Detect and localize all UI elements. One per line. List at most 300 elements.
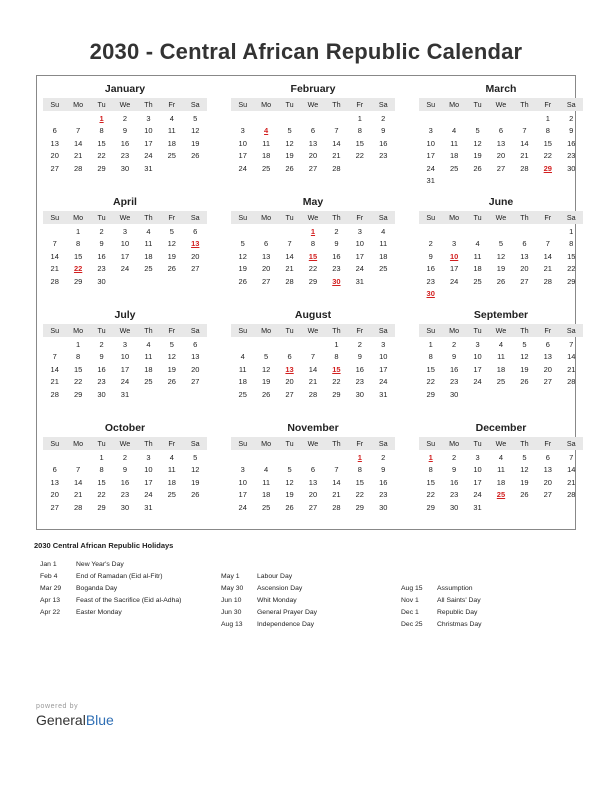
day-cell: 18 bbox=[449, 151, 459, 161]
weekday-header bbox=[43, 324, 207, 337]
day-cell: 3 bbox=[240, 465, 245, 475]
day-cell: 15 bbox=[97, 477, 106, 487]
month-name: May bbox=[302, 196, 324, 208]
day-cell: 29 bbox=[426, 389, 435, 399]
day-cell: 5 bbox=[264, 352, 269, 362]
weekday-label: We bbox=[119, 439, 131, 448]
weekday-label: Th bbox=[332, 326, 341, 335]
day-cell: 1 bbox=[428, 340, 433, 349]
day-cell: 28 bbox=[543, 276, 552, 286]
day-cell: 12 bbox=[496, 251, 506, 261]
day-cell: 20 bbox=[520, 264, 529, 274]
day-grid bbox=[419, 226, 583, 300]
weekday-label: Sa bbox=[190, 326, 200, 335]
day-cell: 4 bbox=[169, 114, 174, 123]
day-grid bbox=[43, 226, 207, 288]
day-cell: 31 bbox=[473, 502, 482, 512]
day-grid bbox=[43, 339, 207, 401]
empty-cell bbox=[301, 339, 324, 351]
day-cell: 17 bbox=[473, 364, 482, 374]
day-cell: 15 bbox=[426, 364, 435, 374]
day-cell: 4 bbox=[498, 340, 504, 349]
empty-cell bbox=[536, 226, 559, 238]
weekday-header bbox=[43, 437, 207, 450]
powered-by-text: powered by bbox=[36, 703, 79, 710]
holiday-column bbox=[401, 583, 482, 631]
empty-cell bbox=[254, 339, 277, 351]
day-cell: 6 bbox=[310, 465, 316, 475]
day-cell: 28 bbox=[50, 389, 59, 399]
day-cell: 3 bbox=[122, 227, 128, 236]
day-cell: 1 bbox=[334, 340, 339, 349]
holiday-day-cell: 29 bbox=[543, 163, 552, 173]
empty-cell bbox=[231, 339, 254, 351]
day-cell: 25 bbox=[261, 502, 271, 512]
holiday-row bbox=[221, 571, 317, 583]
day-cell: 10 bbox=[120, 239, 130, 249]
holiday-row bbox=[401, 583, 482, 595]
day-cell: 7 bbox=[569, 340, 574, 349]
day-cell: 17 bbox=[426, 151, 435, 161]
day-cell: 12 bbox=[261, 364, 271, 374]
day-cell: 7 bbox=[76, 126, 81, 136]
holiday-day-cell: 1 bbox=[310, 227, 316, 236]
day-cell: 15 bbox=[567, 251, 576, 261]
day-cell: 21 bbox=[308, 377, 318, 387]
weekday-label: Sa bbox=[566, 100, 576, 109]
weekday-header bbox=[43, 211, 207, 224]
day-cell: 10 bbox=[144, 126, 153, 136]
day-cell: 24 bbox=[473, 490, 482, 500]
day-cell: 26 bbox=[285, 502, 294, 512]
month-june bbox=[419, 195, 583, 300]
day-cell: 20 bbox=[261, 264, 271, 274]
holiday-date: Aug 13 bbox=[221, 621, 243, 628]
day-cell: 18 bbox=[379, 251, 388, 261]
day-cell: 5 bbox=[498, 239, 504, 249]
holiday-name: Boganda Day bbox=[76, 585, 118, 592]
day-cell: 17 bbox=[144, 477, 153, 487]
day-cell: 22 bbox=[73, 377, 83, 387]
weekday-label: Su bbox=[50, 326, 60, 335]
holiday-day-cell: 1 bbox=[357, 453, 362, 462]
day-cell: 26 bbox=[191, 151, 200, 161]
day-cell: 14 bbox=[332, 138, 341, 148]
weekday-label: Su bbox=[426, 326, 436, 335]
day-cell: 13 bbox=[543, 352, 552, 362]
empty-cell bbox=[513, 113, 536, 125]
day-cell: 14 bbox=[285, 251, 294, 261]
day-cell: 19 bbox=[520, 364, 529, 374]
day-cell: 16 bbox=[379, 138, 388, 148]
day-cell: 4 bbox=[452, 126, 457, 136]
empty-cell bbox=[231, 113, 254, 125]
day-cell: 17 bbox=[144, 138, 153, 148]
day-cell: 6 bbox=[310, 126, 316, 136]
day-cell: 21 bbox=[332, 490, 341, 500]
day-grid bbox=[231, 226, 395, 288]
day-cell: 30 bbox=[97, 276, 106, 286]
day-cell: 28 bbox=[520, 163, 529, 173]
weekday-label: Mo bbox=[261, 326, 272, 335]
day-grid bbox=[231, 339, 395, 401]
day-cell: 23 bbox=[355, 377, 364, 387]
day-cell: 5 bbox=[287, 465, 292, 475]
day-cell: 26 bbox=[473, 163, 482, 173]
day-cell: 27 bbox=[520, 276, 529, 286]
day-cell: 24 bbox=[355, 264, 364, 274]
holiday-date: Dec 25 bbox=[401, 621, 423, 628]
day-cell: 24 bbox=[426, 163, 435, 173]
holiday-day-cell: 30 bbox=[426, 288, 435, 298]
month-august bbox=[231, 308, 395, 401]
weekday-label: Sa bbox=[190, 213, 200, 222]
day-cell: 23 bbox=[97, 377, 106, 387]
day-cell: 26 bbox=[167, 377, 176, 387]
day-cell: 23 bbox=[449, 490, 459, 500]
day-cell: 26 bbox=[167, 264, 176, 274]
brand-general: General bbox=[36, 712, 86, 728]
day-cell: 6 bbox=[52, 126, 57, 136]
day-cell: 30 bbox=[449, 502, 459, 512]
day-cell: 22 bbox=[97, 490, 106, 500]
weekday-label: Sa bbox=[190, 100, 200, 109]
day-cell: 27 bbox=[496, 163, 506, 173]
holiday-date: May 1 bbox=[221, 573, 240, 580]
weekday-header bbox=[419, 437, 583, 450]
month-january bbox=[43, 82, 207, 175]
day-cell: 2 bbox=[569, 114, 574, 123]
day-cell: 6 bbox=[522, 239, 527, 249]
day-cell: 20 bbox=[285, 377, 294, 387]
day-cell: 6 bbox=[545, 340, 550, 349]
day-cell: 30 bbox=[97, 389, 106, 399]
holiday-name: Whit Monday bbox=[257, 597, 297, 604]
day-cell: 9 bbox=[99, 352, 104, 362]
day-cell: 20 bbox=[50, 490, 59, 500]
weekday-label: Th bbox=[332, 213, 341, 222]
day-cell: 22 bbox=[426, 490, 435, 500]
month-july bbox=[43, 308, 207, 401]
day-cell: 13 bbox=[50, 477, 59, 487]
day-cell: 19 bbox=[496, 264, 506, 274]
holiday-row bbox=[221, 595, 317, 607]
day-cell: 29 bbox=[97, 163, 106, 173]
day-cell: 14 bbox=[567, 352, 576, 362]
weekday-label: Mo bbox=[261, 100, 272, 109]
page-title: 2030 - Central African Republic Calendar bbox=[89, 39, 523, 64]
day-cell: 18 bbox=[167, 138, 176, 148]
day-cell: 14 bbox=[520, 138, 529, 148]
day-cell: 3 bbox=[122, 340, 128, 349]
day-cell: 23 bbox=[379, 151, 388, 161]
empty-cell bbox=[489, 226, 512, 238]
holiday-row bbox=[40, 583, 181, 595]
day-cell: 6 bbox=[545, 453, 550, 462]
holiday-row bbox=[40, 571, 181, 583]
day-cell: 15 bbox=[73, 364, 83, 374]
day-cell: 19 bbox=[238, 264, 247, 274]
empty-cell bbox=[43, 113, 66, 125]
holiday-date: Jan 1 bbox=[40, 561, 57, 568]
empty-cell bbox=[466, 226, 489, 238]
holiday-date: Apr 13 bbox=[40, 597, 61, 604]
day-cell: 22 bbox=[543, 151, 552, 161]
weekday-label: We bbox=[307, 100, 319, 109]
day-cell: 9 bbox=[122, 465, 128, 475]
empty-cell bbox=[442, 226, 465, 238]
day-cell: 13 bbox=[50, 138, 59, 148]
day-cell: 23 bbox=[426, 276, 435, 286]
day-cell: 8 bbox=[334, 352, 339, 362]
day-cell: 4 bbox=[498, 453, 504, 462]
weekday-label: Tu bbox=[285, 100, 294, 109]
month-name: November bbox=[287, 422, 339, 434]
empty-cell bbox=[325, 113, 348, 125]
holiday-date: Aug 15 bbox=[401, 585, 423, 592]
day-cell: 26 bbox=[520, 490, 529, 500]
day-cell: 7 bbox=[334, 126, 339, 136]
weekday-label: Fr bbox=[168, 326, 176, 335]
day-cell: 8 bbox=[545, 126, 550, 136]
day-cell: 9 bbox=[99, 239, 104, 249]
day-cell: 22 bbox=[567, 264, 576, 274]
day-cell: 19 bbox=[285, 151, 294, 161]
holiday-date: Jun 30 bbox=[221, 609, 242, 616]
weekday-header bbox=[43, 98, 207, 111]
day-cell: 8 bbox=[428, 465, 433, 475]
weekday-label: Tu bbox=[97, 326, 106, 335]
month-name: July bbox=[114, 309, 136, 321]
empty-cell bbox=[278, 452, 301, 464]
day-cell: 22 bbox=[97, 151, 106, 161]
weekday-label: We bbox=[119, 100, 131, 109]
holiday-row bbox=[40, 559, 181, 571]
day-cell: 5 bbox=[522, 453, 527, 462]
day-cell: 6 bbox=[193, 227, 198, 236]
weekday-label: Th bbox=[520, 100, 529, 109]
weekday-label: Mo bbox=[73, 213, 84, 222]
day-cell: 7 bbox=[522, 126, 527, 136]
day-cell: 4 bbox=[240, 352, 245, 362]
day-cell: 30 bbox=[120, 163, 130, 173]
day-cell: 28 bbox=[567, 490, 576, 500]
day-cell: 9 bbox=[122, 126, 128, 136]
day-cell: 7 bbox=[52, 352, 57, 362]
day-cell: 11 bbox=[473, 251, 482, 261]
weekday-label: Su bbox=[50, 213, 60, 222]
day-cell: 11 bbox=[379, 239, 388, 249]
day-cell: 26 bbox=[238, 276, 247, 286]
month-name: December bbox=[475, 422, 527, 434]
month-february bbox=[231, 82, 395, 175]
weekday-label: Mo bbox=[73, 100, 84, 109]
day-cell: 9 bbox=[452, 352, 457, 362]
day-cell: 21 bbox=[543, 264, 552, 274]
day-cell: 3 bbox=[146, 114, 151, 123]
day-cell: 1 bbox=[76, 227, 81, 236]
day-cell: 26 bbox=[496, 276, 506, 286]
day-cell: 17 bbox=[473, 477, 482, 487]
day-cell: 23 bbox=[449, 377, 459, 387]
month-march bbox=[419, 82, 583, 187]
day-cell: 9 bbox=[381, 465, 386, 475]
day-cell: 27 bbox=[308, 502, 318, 512]
day-cell: 20 bbox=[543, 364, 552, 374]
day-cell: 17 bbox=[449, 264, 459, 274]
weekday-label: Tu bbox=[97, 213, 106, 222]
empty-cell bbox=[419, 226, 442, 238]
empty-cell bbox=[301, 452, 324, 464]
day-cell: 23 bbox=[120, 490, 130, 500]
brand-logo bbox=[36, 710, 114, 730]
holiday-row bbox=[221, 607, 317, 619]
day-grid bbox=[231, 113, 395, 175]
weekday-label: Mo bbox=[73, 439, 84, 448]
day-cell: 23 bbox=[332, 264, 341, 274]
day-cell: 2 bbox=[381, 114, 386, 123]
day-cell: 30 bbox=[355, 389, 364, 399]
day-cell: 5 bbox=[240, 239, 245, 249]
weekday-label: Sa bbox=[378, 439, 388, 448]
empty-cell bbox=[301, 113, 324, 125]
day-cell: 11 bbox=[262, 138, 271, 148]
empty-cell bbox=[254, 452, 277, 464]
day-cell: 3 bbox=[475, 453, 480, 462]
day-cell: 27 bbox=[543, 377, 552, 387]
empty-cell bbox=[513, 226, 536, 238]
weekday-header bbox=[231, 324, 395, 337]
day-cell: 5 bbox=[169, 227, 174, 236]
day-cell: 15 bbox=[543, 138, 552, 148]
holiday-day-cell: 13 bbox=[285, 364, 294, 374]
day-cell: 3 bbox=[146, 453, 151, 462]
day-cell: 21 bbox=[285, 264, 294, 274]
month-name: February bbox=[290, 83, 336, 95]
day-cell: 6 bbox=[52, 465, 57, 475]
day-grid bbox=[419, 339, 583, 401]
day-cell: 2 bbox=[428, 239, 433, 249]
day-cell: 6 bbox=[193, 340, 198, 349]
day-cell: 2 bbox=[122, 453, 128, 462]
day-cell: 16 bbox=[97, 364, 106, 374]
day-cell: 24 bbox=[120, 377, 130, 387]
day-cell: 8 bbox=[569, 239, 574, 249]
day-cell: 11 bbox=[144, 352, 153, 362]
day-cell: 8 bbox=[428, 352, 433, 362]
weekday-header bbox=[419, 324, 583, 337]
day-cell: 13 bbox=[496, 138, 506, 148]
holiday-day-cell: 15 bbox=[308, 251, 318, 261]
day-cell: 3 bbox=[381, 340, 386, 349]
day-cell: 10 bbox=[120, 352, 130, 362]
weekday-header bbox=[419, 211, 583, 224]
holiday-day-cell: 22 bbox=[73, 264, 83, 274]
weekday-header bbox=[231, 98, 395, 111]
day-cell: 6 bbox=[498, 126, 504, 136]
day-cell: 16 bbox=[120, 477, 130, 487]
day-cell: 24 bbox=[238, 502, 247, 512]
day-cell: 21 bbox=[73, 151, 83, 161]
weekday-label: Fr bbox=[544, 213, 552, 222]
holiday-date: May 30 bbox=[221, 585, 244, 592]
empty-cell bbox=[466, 113, 489, 125]
holiday-day-cell: 1 bbox=[99, 114, 104, 123]
weekday-label: Fr bbox=[356, 439, 364, 448]
day-cell: 10 bbox=[379, 352, 388, 362]
holiday-day-cell: 30 bbox=[332, 276, 341, 286]
holiday-name: Assumption bbox=[437, 585, 473, 592]
day-cell: 31 bbox=[379, 389, 388, 399]
holiday-day-cell: 10 bbox=[449, 251, 459, 261]
day-cell: 5 bbox=[475, 126, 480, 136]
brand-blue: Blue bbox=[85, 712, 114, 728]
day-cell: 28 bbox=[73, 163, 83, 173]
day-cell: 10 bbox=[473, 352, 482, 362]
weekday-label: We bbox=[119, 213, 131, 222]
weekday-label: Th bbox=[520, 439, 529, 448]
day-cell: 18 bbox=[167, 477, 176, 487]
weekday-label: Th bbox=[332, 439, 341, 448]
day-cell: 26 bbox=[191, 490, 200, 500]
day-cell: 7 bbox=[76, 465, 81, 475]
weekday-label: Su bbox=[238, 439, 248, 448]
footer bbox=[36, 703, 114, 730]
day-cell: 18 bbox=[144, 251, 153, 261]
day-cell: 31 bbox=[355, 276, 364, 286]
day-cell: 2 bbox=[452, 453, 457, 462]
day-cell: 7 bbox=[545, 239, 550, 249]
day-cell: 3 bbox=[452, 239, 457, 249]
day-cell: 31 bbox=[144, 502, 153, 512]
weekday-label: Mo bbox=[261, 439, 272, 448]
day-cell: 15 bbox=[73, 251, 83, 261]
day-cell: 21 bbox=[567, 477, 576, 487]
weekday-label: Mo bbox=[449, 326, 460, 335]
weekday-header bbox=[419, 98, 583, 111]
day-cell: 21 bbox=[73, 490, 83, 500]
day-cell: 12 bbox=[520, 465, 529, 475]
month-september bbox=[419, 308, 583, 401]
day-cell: 30 bbox=[120, 502, 130, 512]
day-cell: 7 bbox=[52, 239, 57, 249]
weekday-label: Mo bbox=[73, 326, 84, 335]
day-cell: 10 bbox=[238, 138, 247, 148]
weekday-label: Th bbox=[520, 326, 529, 335]
day-cell: 27 bbox=[543, 490, 552, 500]
day-cell: 4 bbox=[381, 227, 386, 236]
empty-cell bbox=[325, 452, 348, 464]
day-cell: 20 bbox=[50, 151, 59, 161]
month-name: August bbox=[294, 309, 332, 321]
weekday-label: Th bbox=[144, 213, 153, 222]
weekday-header bbox=[231, 437, 395, 450]
holiday-name: Easter Monday bbox=[76, 609, 122, 616]
holiday-day-cell: 25 bbox=[496, 490, 506, 500]
day-cell: 16 bbox=[97, 251, 106, 261]
day-cell: 21 bbox=[520, 151, 529, 161]
day-cell: 20 bbox=[496, 151, 506, 161]
weekday-label: Su bbox=[238, 326, 248, 335]
empty-cell bbox=[231, 452, 254, 464]
day-cell: 8 bbox=[357, 126, 362, 136]
day-cell: 12 bbox=[285, 138, 294, 148]
day-cell: 16 bbox=[379, 477, 388, 487]
day-cell: 30 bbox=[567, 163, 576, 173]
day-cell: 5 bbox=[193, 114, 198, 123]
day-cell: 1 bbox=[545, 114, 550, 123]
weekday-label: We bbox=[495, 100, 507, 109]
